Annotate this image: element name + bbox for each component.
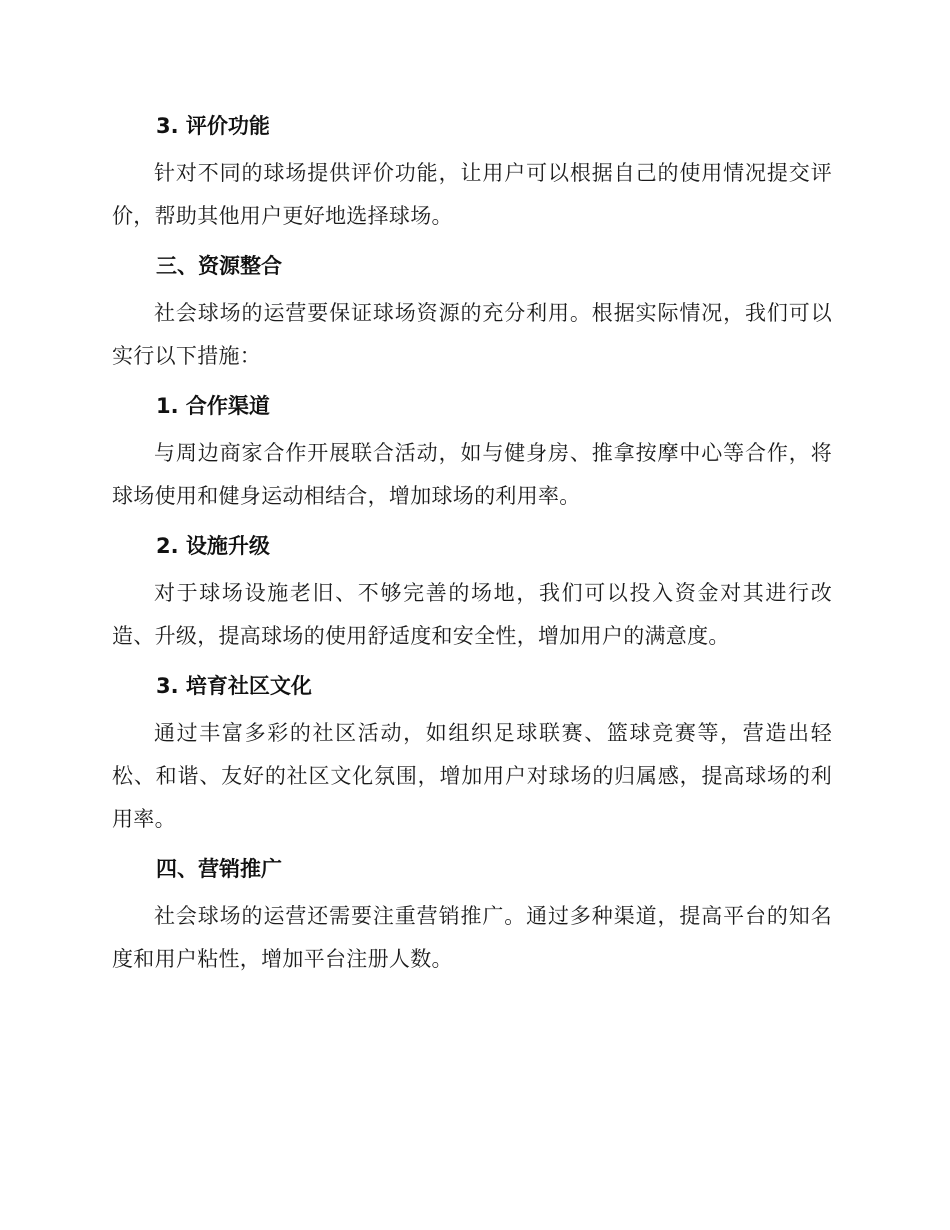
heading-rating-feature: 3. 评价功能 — [156, 114, 270, 138]
heading-community-culture: 3. 培育社区文化 — [156, 674, 312, 698]
document-body — [112, 104, 832, 987]
paragraph-cooperation-channels: 与周边商家合作开展联合活动，如与健身房、推拿按摩中心等合作，将球场使用和健身运动相结合，增加球场的利用率。 — [112, 441, 832, 508]
paragraph-rating-feature: 针对不同的球场提供评价功能，让用户可以根据自己的使用情况提交评价，帮助其他用户更好地选择球场。 — [112, 161, 832, 228]
paragraph-facility-upgrade: 对于球场设施老旧、不够完善的场地，我们可以投入资金对其进行改造、升级，提高球场的使用舒适度和安全性，增加用户的满意度。 — [112, 581, 832, 648]
paragraph-community-culture: 通过丰富多彩的社区活动，如组织足球联赛、篮球竞赛等，营造出轻松、和谐、友好的社区文化氛围，增加用户对球场的归属感，提高球场的利用率。 — [112, 721, 832, 831]
heading-marketing-promotion: 四、营销推广 — [156, 857, 282, 881]
paragraph-marketing-promotion: 社会球场的运营还需要注重营销推广。通过多种渠道，提高平台的知名度和用户粘性，增加平台注册人数。 — [112, 904, 832, 971]
heading-cooperation-channels: 1. 合作渠道 — [156, 394, 270, 418]
heading-facility-upgrade: 2. 设施升级 — [156, 534, 270, 558]
paragraph-resource-integration: 社会球场的运营要保证球场资源的充分利用。根据实际情况，我们可以实行以下措施： — [112, 301, 832, 368]
heading-resource-integration: 三、资源整合 — [156, 254, 282, 278]
